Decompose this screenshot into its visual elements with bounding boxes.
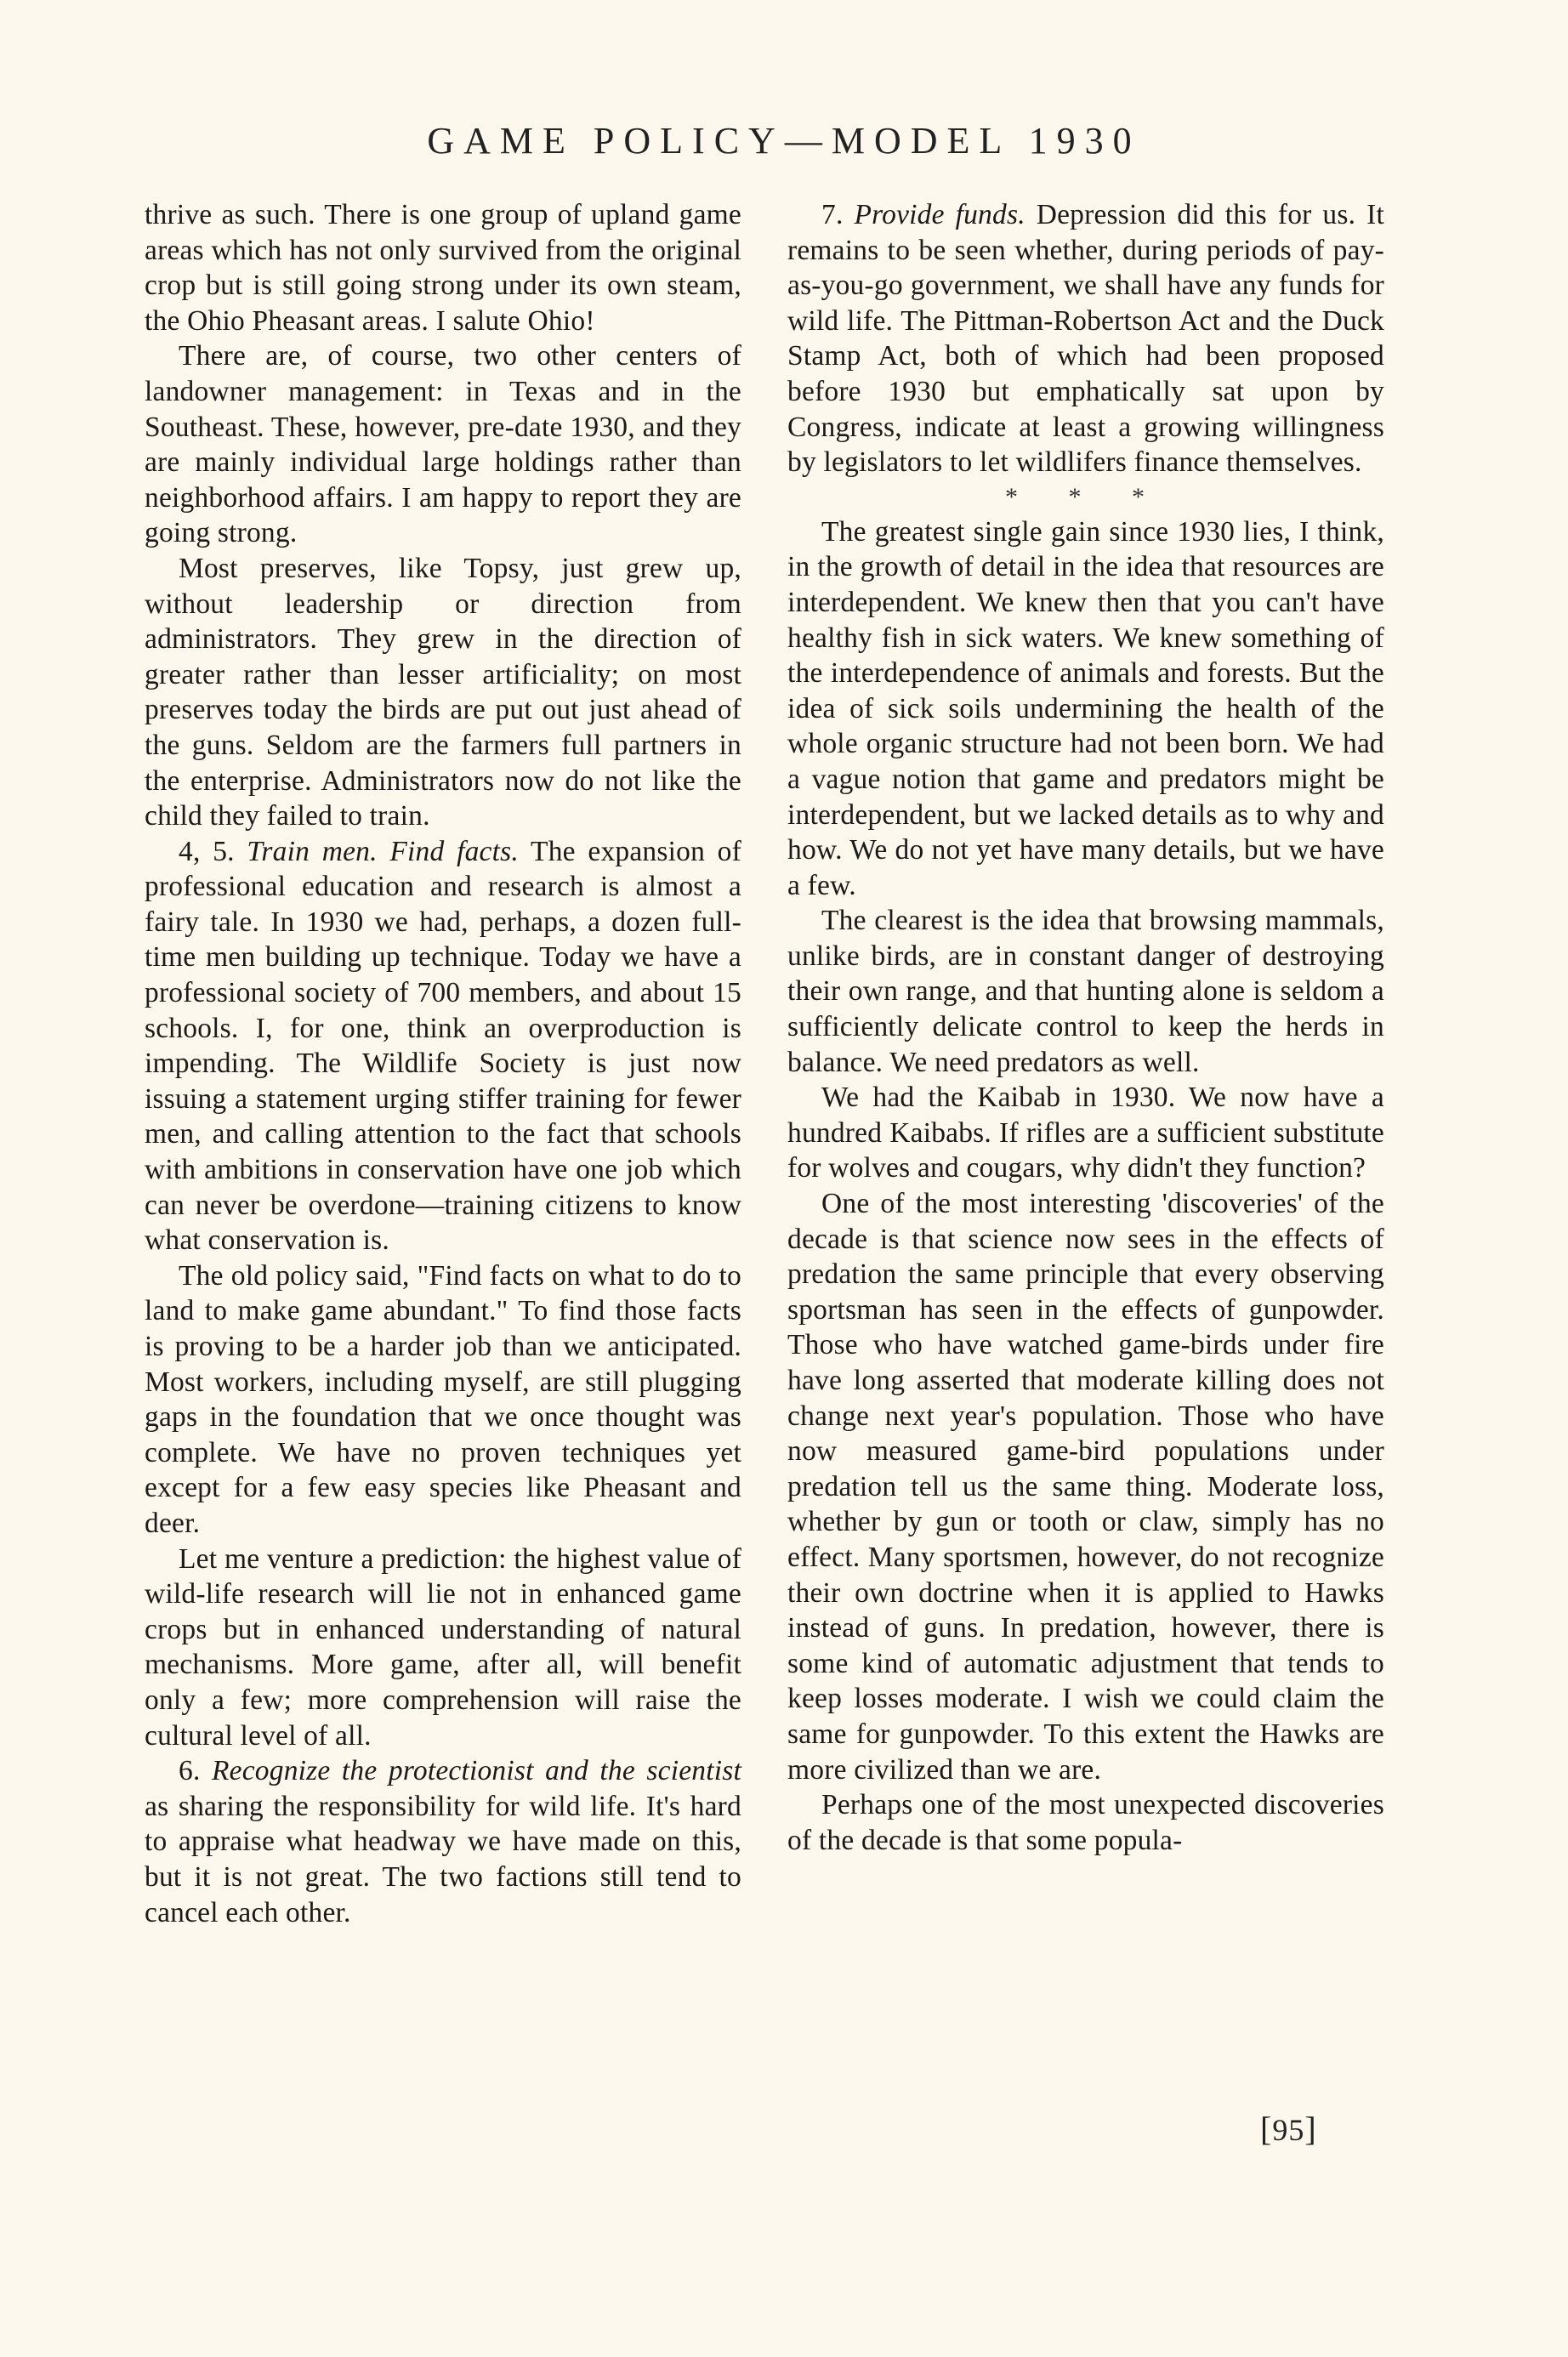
section-number: 6. [179,1755,201,1787]
page-number-value: 95 [1272,2113,1305,2147]
section-number: 4, 5. [179,835,235,867]
section-number: 7. [821,199,844,230]
paragraph: Most preserves, like Topsy, just grew up, without leadership or direction from administrators. They grew in the direction of greater rather than lesser artificiality; on most preserves today the birds are put out just ahead of the guns. Seldom are the farmers full partners in the enterprise. Administrators now do not like the child they failed to train. [145,552,741,832]
left-column [145,197,741,1930]
right-column [787,197,1384,1858]
paragraph-text: Depression did this for us. It remains to be seen whether, during periods of pay-as-you-go government, we shall have any funds for wild life. The Pittman-Robertson Act and the Duck Stamp Act, both of which had been proposed before 1930 but emphatically sat upon by Congress, indicate at least a growing willingness by legislators to let wildlifers finance themselves. [787,199,1384,479]
paragraph: The greatest single gain since 1930 lies, I think, in the growth of detail in the idea that resources are interdependent. We knew then that you can't have healthy fish in sick waters. We knew something of the interdependence of animals and forests. But the idea of sick soils undermining the health of the whole organic structure had not been born. We had a vague notion that game and predators might be interdependent, but we lacked details as to why and how. We do not yet have many details, but we have a few. [787,515,1384,901]
paragraph: There are, of course, two other centers of landowner management: in Texas and in the Southeast. These, however, pre-date 1930, and they are mainly individual large holdings rather than neighborhood affairs. I am happy to report they are going strong. [145,340,741,549]
section-separator: * * * [1005,482,1167,511]
page-number [1260,2109,1317,2149]
paragraph [787,197,1384,480]
paragraph-text: The expansion of professional education and research is almost a fairy tale. In 1930 we had, perhaps, a dozen full-time men building up technique. Today we have a professional society of 700 members, and about 15 schools. I, for one, think an overproduction is impending. The Wildlife Society is just now issuing a statement urging stiffer training for fewer men, and calling attention to the fact that schools with ambitions in conservation have one job which can never be overdone—training citizens to know what conservation is. [145,835,741,1257]
running-head: GAME POLICY—MODEL 1930 [427,120,1141,162]
section-heading: Recognize the protectionist and the scientist [212,1755,741,1787]
paragraph: We had the Kaibab in 1930. We now have a hundred Kaibabs. If rifles are a sufficient substitute for wolves and cougars, why didn't they function? [787,1082,1384,1184]
paragraph: The old policy said, "Find facts on what to do to land to make game abundant." To find those facts is proving to be a harder job than we anticipated. Most workers, including myself, are still plugging gaps in the foundation that we once thought was complete. We have no proven techniques yet except for a few easy species like Pheasant and deer. [145,1259,741,1539]
section-heading: Train men. Find facts. [247,835,519,867]
paragraph: One of the most interesting 'discoveries' of the decade is that science now sees in the effects of predation the same principle that every observing sportsman has seen in the effects of gunpowder. Those who have watched game-birds under fire have long asserted that moderate killing does not change next year's population. Those who have now measured game-bird populations under predation tell us the same thing. Moderate loss, whether by gun or tooth or claw, simply has no effect. Many sportsmen, however, do not recognize their own doctrine when it is applied to Hawks instead of guns. In predation, however, there is some kind of automatic adjustment that tends to keep losses moderate. I wish we could claim the same for gunpowder. To this extent the Hawks are more civilized than we are. [787,1188,1384,1786]
bracket-close: ] [1304,2110,1317,2148]
paragraph-text: as sharing the responsibility for wild life. It's hard to appraise what headway we have made on this, but it is not great. The two factions still tend to cancel each other. [145,1790,741,1928]
paragraph [145,834,741,1258]
paragraph [145,1753,741,1930]
section-heading: Provide funds. [854,199,1025,230]
paragraph: Perhaps one of the most unexpected discoveries of the decade is that some popula- [787,1789,1384,1856]
paragraph: The clearest is the idea that browsing mammals, unlike birds, are in constant danger of destroying their own range, and that hunting alone is seldom a sufficiently delicate control to keep the herds in balance. We need predators as well. [787,905,1384,1078]
paragraph: thrive as such. There is one group of upland game areas which has not only survived from the original crop but is still going strong under its own steam, the Ohio Pheasant areas. I salute Ohio! [145,199,741,337]
paragraph: Let me venture a prediction: the highest value of wild-life research will lie not in enhanced game crops but in enhanced understanding of natural mechanisms. More game, after all, will benefit only a few; more comprehension will raise the cultural level of all. [145,1542,741,1752]
bracket-open: [ [1260,2110,1273,2148]
